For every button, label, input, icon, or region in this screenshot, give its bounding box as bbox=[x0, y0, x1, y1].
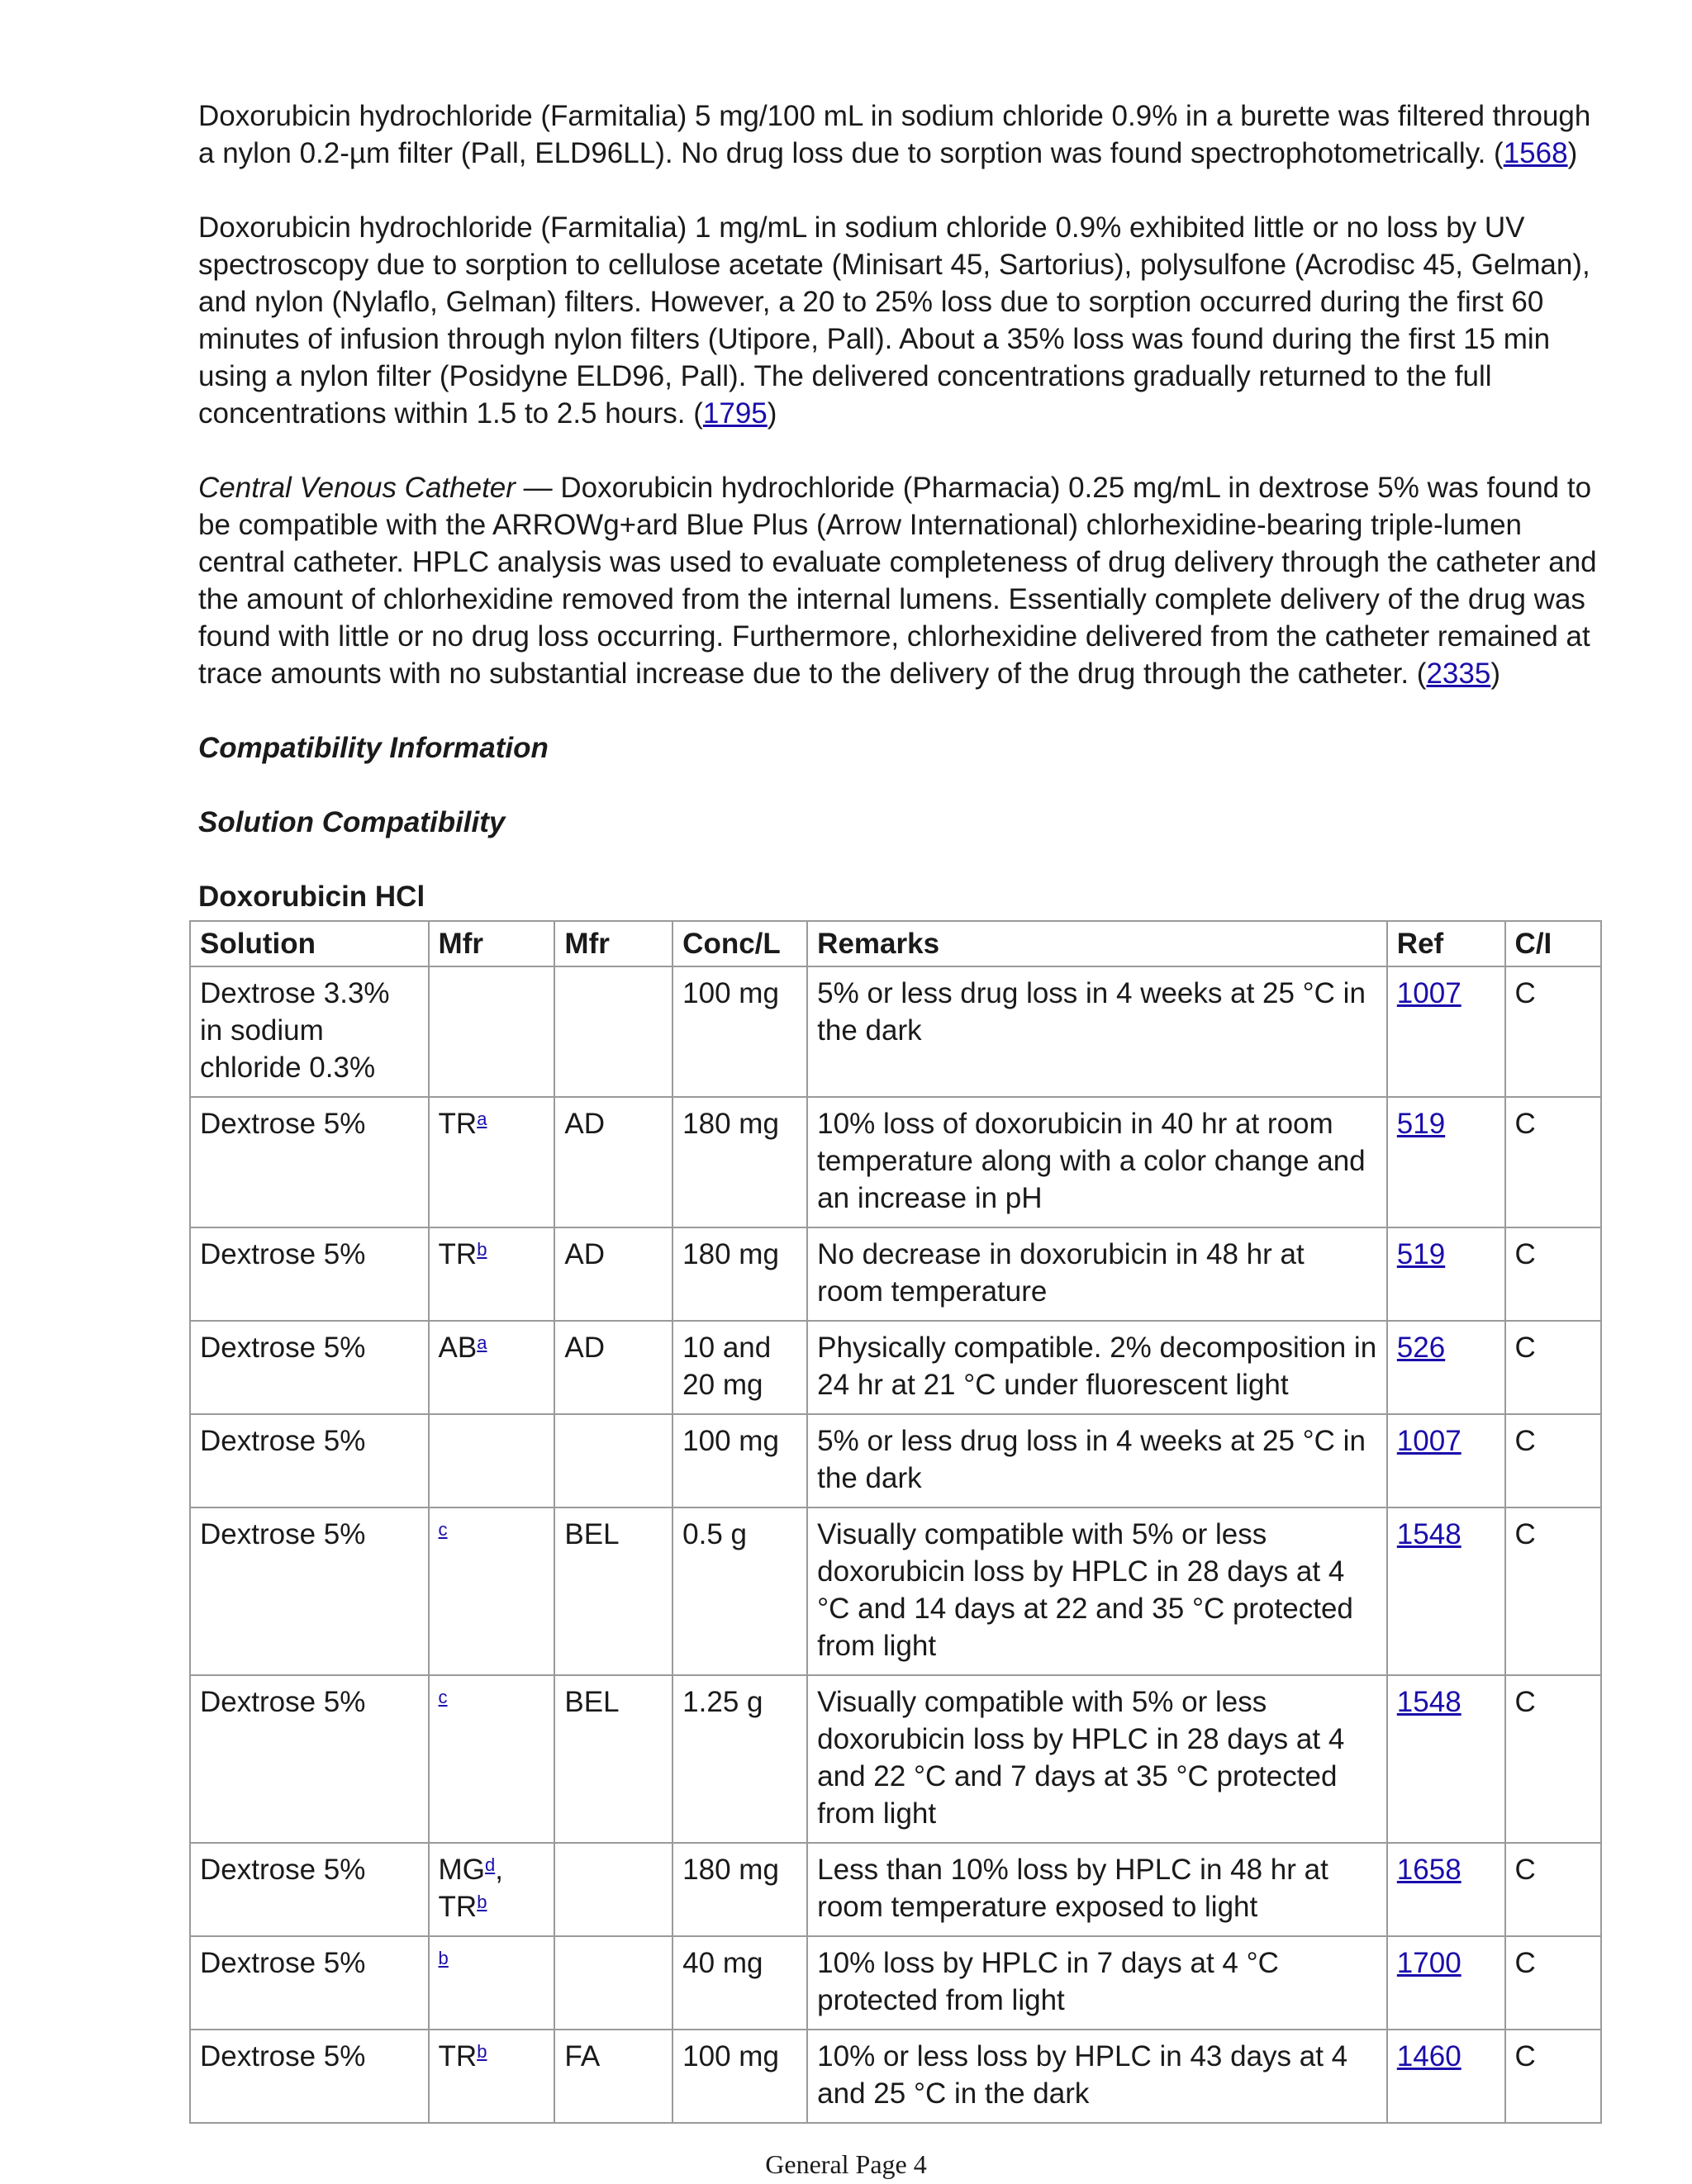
mfr-code: TR bbox=[438, 1108, 478, 1140]
footnote-link[interactable]: b bbox=[477, 1892, 487, 1912]
cell-ref bbox=[1387, 1414, 1505, 1507]
footnote-link[interactable]: c bbox=[438, 1687, 448, 1707]
ref-link[interactable]: 526 bbox=[1396, 1332, 1446, 1364]
cell-mfr-2 bbox=[554, 966, 673, 1097]
footnote-link[interactable]: b bbox=[477, 2041, 487, 2062]
footnote-marker bbox=[439, 1948, 449, 1968]
cell-mfr-2 bbox=[554, 1843, 673, 1936]
cell-ref bbox=[1387, 1321, 1505, 1414]
heading-solution-compatibility: Solution Compatibility bbox=[198, 806, 506, 838]
cell-remarks: 10% loss by HPLC in 7 days at 4 °C protected from light bbox=[807, 1936, 1387, 2030]
table-row bbox=[190, 1936, 1601, 2030]
paragraph-lead: Central Venous Catheter bbox=[198, 472, 516, 504]
ref-link-1795[interactable]: 1795 bbox=[702, 397, 768, 430]
cell-mfr-2: AD bbox=[554, 1321, 673, 1414]
footnote-marker bbox=[485, 1854, 495, 1875]
header-solution: Solution bbox=[190, 921, 429, 966]
cell-ref bbox=[1387, 1843, 1505, 1936]
cell-solution: Dextrose 5% bbox=[190, 1936, 429, 2030]
cell-solution: Dextrose 5% bbox=[190, 1321, 429, 1414]
cell-mfr-2: BEL bbox=[554, 1675, 673, 1843]
cell-ci: C bbox=[1505, 1414, 1601, 1507]
mfr-code: TR bbox=[438, 1238, 478, 1270]
heading-compatibility-information: Compatibility Information bbox=[198, 732, 549, 764]
footnote-link[interactable]: b bbox=[477, 1239, 487, 1260]
cell-remarks: Less than 10% loss by HPLC in 48 hr at room temperature exposed to light bbox=[807, 1843, 1387, 1936]
cell-solution: Dextrose 5% bbox=[190, 1843, 429, 1936]
solution-compatibility-table bbox=[189, 920, 1602, 2124]
cell-conc: 100 mg bbox=[673, 966, 807, 1097]
cell-solution: Dextrose 5% bbox=[190, 1227, 429, 1321]
header-ci: C/I bbox=[1505, 921, 1601, 966]
cell-mfr bbox=[429, 1321, 555, 1414]
table-row bbox=[190, 966, 1601, 1097]
footnote-marker bbox=[439, 1519, 448, 1540]
table-row bbox=[190, 2030, 1601, 2123]
footnote-marker bbox=[477, 1109, 487, 1129]
cell-ref bbox=[1387, 1097, 1505, 1227]
cell-ref bbox=[1387, 2030, 1505, 2123]
table-row bbox=[190, 1097, 1601, 1227]
cell-ci: C bbox=[1505, 1843, 1601, 1936]
header-ref: Ref bbox=[1387, 921, 1505, 966]
cell-mfr bbox=[429, 1227, 555, 1321]
cell-conc: 100 mg bbox=[673, 2030, 807, 2123]
mfr-separator: , bbox=[495, 1854, 503, 1886]
cell-remarks: Visually compatible with 5% or less doxorubicin loss by HPLC in 28 days at 4 °C and 14 days at 22 and 35 °C protected from light bbox=[807, 1507, 1387, 1675]
cell-conc: 40 mg bbox=[673, 1936, 807, 2030]
cell-solution: Dextrose 5% bbox=[190, 2030, 429, 2123]
paragraph-filter-sorption: Doxorubicin hydrochloride (Farmitalia) 1 mg/mL in sodium chloride 0.9% exhibited little or no loss by UV spectroscopy due to sorption to cellulose acetate (Minisart 45, Sartorius), polysulfone (Acrodisc 45, Gelman), and nylon (Nylaflo, Gelman) filters. However, a 20 to 25% loss due to sorption occurred during the first 60 minutes of infusion through nylon filters (Utipore, Pall). About a 35% loss was found during the first 15 min using a nylon filter (Posidyne ELD96, Pall). The delivered concentrations gradually returned to the full concentrations within 1.5 to 2.5 hours. (1795) bbox=[198, 211, 1590, 430]
footnote-link[interactable]: a bbox=[477, 1332, 487, 1353]
cell-mfr-2: BEL bbox=[554, 1507, 673, 1675]
paragraph-central-venous-catheter: Central Venous Catheter — Doxorubicin hydrochloride (Pharmacia) 0.25 mg/mL in dextrose 5% was found to be compatible with the ARROWg+ard Blue Plus (Arrow International) chlorhexidine-bearing triple-lumen central catheter. HPLC analysis was used to evaluate completeness of drug delivery through the catheter and the amount of chlorhexidine removed from the internal lumens. Essentially complete delivery of the drug was found with little or no drug loss occurring. Furthermore, chlorhexidine delivered from the catheter remained at trace amounts with no substantial increase due to the delivery of the drug through the catheter. (2335) bbox=[198, 472, 1597, 690]
cell-solution: Dextrose 5% bbox=[190, 1507, 429, 1675]
cell-ref bbox=[1387, 966, 1505, 1097]
cell-remarks: Visually compatible with 5% or less doxorubicin loss by HPLC in 28 days at 4 and 22 °C and 7 days at 35 °C protected from light bbox=[807, 1675, 1387, 1843]
header-mfr-2: Mfr bbox=[554, 921, 673, 966]
cell-conc: 10 and 20 mg bbox=[673, 1321, 807, 1414]
table-row bbox=[190, 1414, 1601, 1507]
table-row bbox=[190, 1227, 1601, 1321]
table-body bbox=[190, 966, 1601, 2123]
cell-mfr bbox=[429, 1507, 555, 1675]
cell-mfr bbox=[429, 2030, 555, 2123]
header-mfr: Mfr bbox=[429, 921, 555, 966]
cell-conc: 0.5 g bbox=[673, 1507, 807, 1675]
cell-solution: Dextrose 5% bbox=[190, 1097, 429, 1227]
table-header-row bbox=[190, 921, 1601, 966]
cell-remarks: 5% or less drug loss in 4 weeks at 25 °C in the dark bbox=[807, 966, 1387, 1097]
cell-conc: 100 mg bbox=[673, 1414, 807, 1507]
table-title: Doxorubicin HCl bbox=[198, 881, 425, 913]
cell-remarks: No decrease in doxorubicin in 48 hr at room temperature bbox=[807, 1227, 1387, 1321]
cell-ci: C bbox=[1505, 1227, 1601, 1321]
table-row bbox=[190, 1507, 1601, 1675]
cell-ci: C bbox=[1505, 1097, 1601, 1227]
ref-link[interactable]: 1007 bbox=[1396, 977, 1461, 1009]
cell-ref bbox=[1387, 1675, 1505, 1843]
ref-link[interactable]: 1007 bbox=[1396, 1425, 1461, 1457]
cell-remarks: Physically compatible. 2% decomposition in 24 hr at 21 °C under fluorescent light bbox=[807, 1321, 1387, 1414]
footnote-link[interactable]: c bbox=[438, 1519, 448, 1540]
ref-link[interactable]: 519 bbox=[1396, 1108, 1446, 1140]
cell-mfr bbox=[429, 966, 555, 1097]
ref-link[interactable]: 1700 bbox=[1396, 1947, 1461, 1979]
footnote-marker bbox=[477, 1239, 487, 1260]
mfr-code: TR bbox=[438, 2040, 478, 2072]
cell-mfr-2 bbox=[554, 1936, 673, 2030]
cell-ci: C bbox=[1505, 966, 1601, 1097]
cell-mfr bbox=[429, 1843, 555, 1936]
cell-mfr bbox=[429, 1675, 555, 1843]
footnote-link[interactable]: b bbox=[438, 1948, 449, 1968]
ref-link[interactable]: 519 bbox=[1396, 1238, 1446, 1270]
cell-mfr bbox=[429, 1097, 555, 1227]
cell-mfr bbox=[429, 1936, 555, 2030]
cell-mfr-2: AD bbox=[554, 1097, 673, 1227]
footnote-marker bbox=[477, 2041, 487, 2062]
table-row bbox=[190, 1321, 1601, 1414]
footnote-link[interactable]: d bbox=[484, 1854, 496, 1875]
cell-ci: C bbox=[1505, 1507, 1601, 1675]
header-conc: Conc/L bbox=[673, 921, 807, 966]
paragraph-filter-burette: Doxorubicin hydrochloride (Farmitalia) 5 mg/100 mL in sodium chloride 0.9% in a burette was filtered through a nylon 0.2-µm filter (Pall, ELD96LL). No drug loss due to sorption was found spectrophotometrically. (1568) bbox=[198, 100, 1591, 169]
ref-link-1568[interactable]: 1568 bbox=[1503, 137, 1568, 169]
footnote-link[interactable]: a bbox=[477, 1109, 487, 1129]
cell-solution: Dextrose 5% bbox=[190, 1675, 429, 1843]
page-content bbox=[198, 97, 1603, 2124]
cell-mfr-2: FA bbox=[554, 2030, 673, 2123]
ref-link[interactable]: 1548 bbox=[1396, 1518, 1461, 1550]
cell-mfr bbox=[429, 1414, 555, 1507]
cell-remarks: 10% or less loss by HPLC in 43 days at 4 and 25 °C in the dark bbox=[807, 2030, 1387, 2123]
footnote-marker bbox=[477, 1332, 487, 1353]
footnote-marker bbox=[477, 1892, 487, 1912]
cell-remarks: 10% loss of doxorubicin in 40 hr at room temperature along with a color change and an increase in pH bbox=[807, 1097, 1387, 1227]
mfr-code: MG bbox=[438, 1854, 485, 1886]
cell-solution: Dextrose 5% bbox=[190, 1414, 429, 1507]
ref-link[interactable]: 1658 bbox=[1396, 1854, 1461, 1886]
cell-conc: 180 mg bbox=[673, 1843, 807, 1936]
cell-conc: 1.25 g bbox=[673, 1675, 807, 1843]
header-remarks: Remarks bbox=[807, 921, 1387, 966]
footnote-marker bbox=[439, 1687, 448, 1707]
cell-solution: Dextrose 3.3% in sodium chloride 0.3% bbox=[190, 966, 429, 1097]
table-row bbox=[190, 1843, 1601, 1936]
ref-link[interactable]: 1548 bbox=[1396, 1686, 1461, 1718]
cell-ci: C bbox=[1505, 1675, 1601, 1843]
cell-mfr-2 bbox=[554, 1414, 673, 1507]
ref-link-2335[interactable]: 2335 bbox=[1426, 658, 1491, 690]
cell-ref bbox=[1387, 1936, 1505, 2030]
page-footer: General Page 4 bbox=[765, 2149, 927, 2179]
cell-conc: 180 mg bbox=[673, 1227, 807, 1321]
cell-mfr-2: AD bbox=[554, 1227, 673, 1321]
cell-ci: C bbox=[1505, 2030, 1601, 2123]
cell-ci: C bbox=[1505, 1321, 1601, 1414]
mfr-code: AB bbox=[438, 1332, 478, 1364]
cell-ref bbox=[1387, 1227, 1505, 1321]
cell-ci: C bbox=[1505, 1936, 1601, 2030]
cell-conc: 180 mg bbox=[673, 1097, 807, 1227]
table-row bbox=[190, 1675, 1601, 1843]
ref-link[interactable]: 1460 bbox=[1396, 2040, 1461, 2072]
mfr-code: TR bbox=[438, 1891, 478, 1923]
cell-ref bbox=[1387, 1507, 1505, 1675]
cell-remarks: 5% or less drug loss in 4 weeks at 25 °C in the dark bbox=[807, 1414, 1387, 1507]
